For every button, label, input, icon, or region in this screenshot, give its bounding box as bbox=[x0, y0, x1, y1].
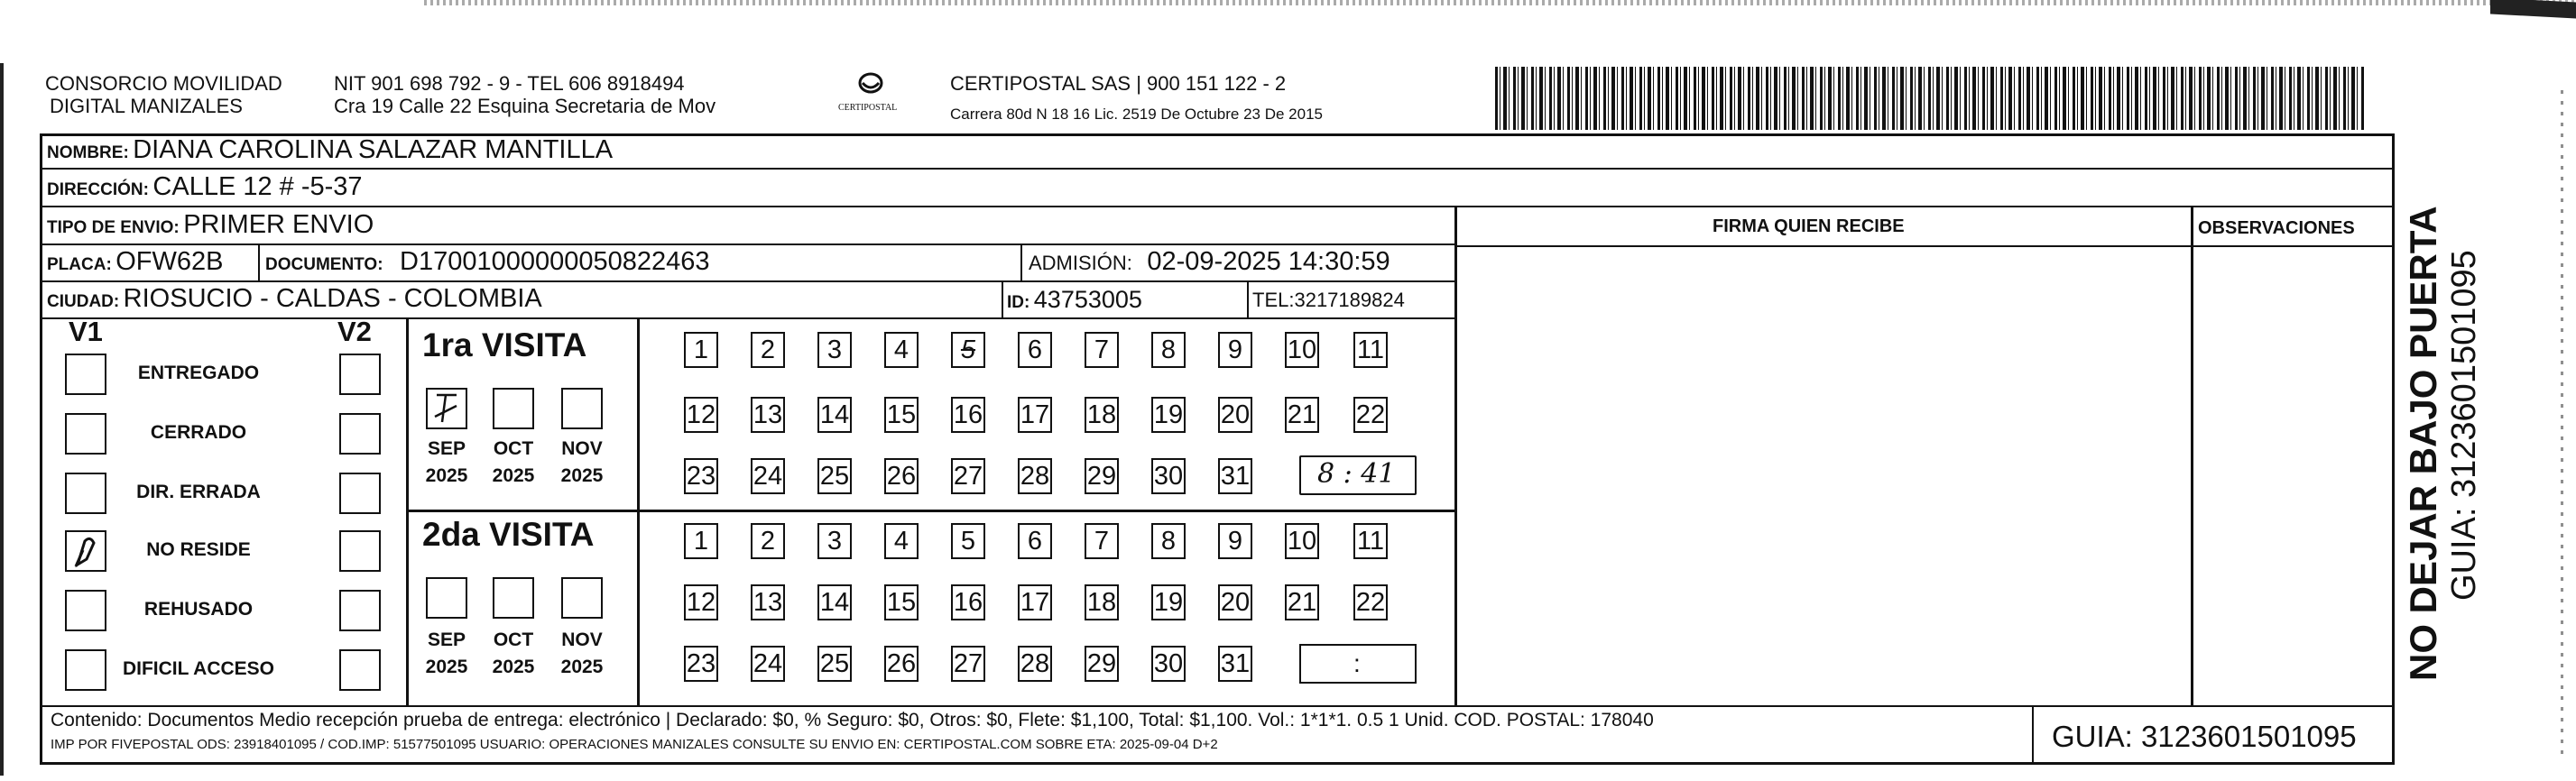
id-field bbox=[1007, 286, 1142, 314]
day-checkbox[interactable]: 7 bbox=[1085, 332, 1119, 368]
day-checkbox[interactable]: 8 bbox=[1151, 523, 1186, 559]
row-line bbox=[40, 705, 2395, 707]
top-scan-edge bbox=[424, 0, 2576, 5]
footer-guia: GUIA: 3123601501095 bbox=[2052, 720, 2357, 753]
v1-label: V1 bbox=[69, 316, 103, 347]
day-checkbox[interactable]: 18 bbox=[1085, 397, 1119, 433]
day-checkbox[interactable]: 8 bbox=[1151, 332, 1186, 368]
row-line bbox=[40, 317, 1456, 319]
day-checkbox[interactable]: 10 bbox=[1285, 523, 1319, 559]
status-label: CERRADO bbox=[150, 422, 247, 443]
admision-label: ADMISIÓN: bbox=[1029, 252, 1132, 274]
month-label: NOV bbox=[561, 438, 603, 459]
certipostal-logo bbox=[835, 70, 907, 124]
day-checkbox[interactable]: 26 bbox=[884, 458, 919, 494]
month-label: NOV bbox=[561, 629, 603, 650]
day-checkbox[interactable]: 7 bbox=[1085, 523, 1119, 559]
day-checkbox[interactable]: 20 bbox=[1218, 397, 1252, 433]
v2-checkbox[interactable] bbox=[339, 413, 381, 455]
barcode bbox=[1495, 67, 2366, 130]
placa-value: OFW62B bbox=[115, 247, 224, 276]
status-label: ENTREGADO bbox=[137, 363, 260, 383]
carrier-name: CERTIPOSTAL SAS | 900 151 122 - 2 bbox=[950, 72, 1287, 95]
month-checkbox[interactable] bbox=[426, 388, 467, 429]
month-checkbox[interactable] bbox=[561, 577, 603, 619]
ciudad-field bbox=[47, 284, 542, 314]
day-checkbox[interactable]: 26 bbox=[884, 646, 919, 682]
day-checkbox[interactable]: 25 bbox=[817, 646, 852, 682]
day-checkbox[interactable]: 29 bbox=[1085, 646, 1119, 682]
documento-label: DOCUMENTO: bbox=[265, 255, 383, 274]
day-checkbox[interactable]: 1 bbox=[684, 332, 718, 368]
year-label: 2025 bbox=[492, 657, 535, 677]
nombre-field bbox=[47, 135, 613, 165]
day-checkbox[interactable]: 30 bbox=[1151, 458, 1186, 494]
v2-checkbox[interactable] bbox=[339, 530, 381, 572]
sender-name-line-1: CONSORCIO MOVILIDAD bbox=[45, 72, 282, 95]
month-checkbox[interactable] bbox=[561, 388, 603, 429]
row-line bbox=[40, 280, 1456, 282]
col-line bbox=[1002, 282, 1003, 318]
carrier-address: Carrera 80d N 18 16 Lic. 2519 De Octubre 23 De 2015 bbox=[950, 106, 1323, 123]
day-checkbox[interactable]: 23 bbox=[684, 646, 718, 682]
visit-separator bbox=[406, 510, 1456, 512]
day-checkbox[interactable]: 14 bbox=[817, 584, 852, 620]
second-visit-time-box[interactable] bbox=[1299, 644, 1417, 684]
day-checkbox[interactable]: 6 bbox=[1018, 332, 1052, 368]
direccion-label: DIRECCIÓN: bbox=[47, 180, 149, 199]
day-checkbox[interactable]: 24 bbox=[751, 646, 785, 682]
day-checkbox[interactable]: 28 bbox=[1018, 646, 1052, 682]
day-checkbox[interactable]: 13 bbox=[751, 397, 785, 433]
month-checkbox[interactable] bbox=[493, 577, 534, 619]
v2-checkbox[interactable] bbox=[339, 590, 381, 631]
day-checkbox[interactable]: 13 bbox=[751, 584, 785, 620]
sender-nit: NIT 901 698 792 - 9 - TEL 606 8918494 bbox=[334, 72, 685, 95]
first-visit-time: 8 : 41 bbox=[1317, 458, 1396, 490]
day-checkbox[interactable]: 19 bbox=[1151, 397, 1186, 433]
admision-field bbox=[1029, 247, 1390, 277]
year-label: 2025 bbox=[560, 465, 604, 486]
tipo-envio-field bbox=[47, 210, 374, 240]
handwritten-mark-icon bbox=[428, 390, 466, 427]
nombre-label: NOMBRE: bbox=[47, 143, 129, 162]
v2-checkbox[interactable] bbox=[339, 473, 381, 514]
year-label: 2025 bbox=[425, 657, 468, 677]
placa-label: PLACA: bbox=[47, 255, 112, 274]
documento-value: D17001000000050822463 bbox=[400, 247, 710, 276]
documento-field bbox=[265, 247, 710, 277]
admision-value: 02-09-2025 14:30:59 bbox=[1147, 247, 1390, 276]
status-label: DIR. ERRADA bbox=[136, 482, 261, 502]
sender-name-line-2: DIGITAL MANIZALES bbox=[50, 95, 243, 117]
day-checkbox[interactable]: 9 bbox=[1218, 332, 1252, 368]
day-checkbox[interactable]: 3 bbox=[817, 332, 852, 368]
day-checkbox[interactable]: 4 bbox=[884, 523, 919, 559]
day-checkbox[interactable]: 29 bbox=[1085, 458, 1119, 494]
day-checkbox[interactable]: 1 bbox=[684, 523, 718, 559]
tipo-envio-label: TIPO DE ENVIO: bbox=[47, 218, 180, 237]
nombre-value: DIANA CAROLINA SALAZAR MANTILLA bbox=[133, 135, 614, 164]
day-checkbox[interactable]: 22 bbox=[1353, 584, 1388, 620]
col-line bbox=[1247, 282, 1249, 318]
day-checkbox[interactable]: 17 bbox=[1018, 584, 1052, 620]
direccion-field bbox=[47, 172, 363, 202]
right-scan-edge bbox=[2490, 0, 2576, 18]
year-label: 2025 bbox=[425, 465, 468, 486]
day-checkbox[interactable]: 15 bbox=[884, 584, 919, 620]
col-line bbox=[1020, 245, 1022, 281]
row-line bbox=[40, 206, 2395, 207]
logo-text: CERTIPOSTAL bbox=[838, 103, 898, 113]
day-checkbox[interactable]: 5 bbox=[951, 523, 985, 559]
day-checkbox[interactable]: 4 bbox=[884, 332, 919, 368]
month-label: OCT bbox=[493, 438, 534, 459]
no-dejar-bajo-puerta: NO DEJAR BAJO PUERTA bbox=[2402, 206, 2444, 681]
day-checkbox[interactable]: 12 bbox=[684, 584, 718, 620]
day-checkbox[interactable]: 2 bbox=[751, 523, 785, 559]
day-checkbox[interactable]: 12 bbox=[684, 397, 718, 433]
month-checkbox[interactable] bbox=[426, 577, 467, 619]
footer-contenido: Contenido: Documentos Medio recepción prueba de entrega: electrónico | Declarado: $0, % Seguro: $0, Otros: $0, Flete: $1,100, Total: $1,100. Vol.: 1*1*1. 0.5 1 Unid. COD. POSTAL: 178040 bbox=[51, 710, 1654, 730]
day-checkbox[interactable]: 9 bbox=[1218, 523, 1252, 559]
row-line bbox=[40, 168, 2395, 170]
day-checkbox[interactable]: 27 bbox=[951, 458, 985, 494]
ciudad-label: CIUDAD: bbox=[47, 292, 120, 311]
certipostal-logo-icon bbox=[835, 70, 907, 106]
day-checkbox[interactable]: 17 bbox=[1018, 397, 1052, 433]
row-line bbox=[1456, 245, 2395, 247]
side-guia: GUIA: 3123601501095 bbox=[2445, 250, 2483, 601]
month-label: SEP bbox=[427, 438, 466, 459]
year-label: 2025 bbox=[560, 657, 604, 677]
day-checkbox[interactable]: 23 bbox=[684, 458, 718, 494]
id-label: ID: bbox=[1007, 293, 1030, 312]
day-checkbox[interactable]: 22 bbox=[1353, 397, 1388, 433]
status-label: DIFICIL ACCESO bbox=[122, 658, 274, 679]
direccion-value: CALLE 12 # -5-37 bbox=[152, 172, 363, 201]
status-label: NO RESIDE bbox=[146, 539, 251, 560]
day-checkbox[interactable]: 31 bbox=[1218, 458, 1252, 494]
day-checkbox[interactable]: 6 bbox=[1018, 523, 1052, 559]
year-label: 2025 bbox=[492, 465, 535, 486]
second-visit-title: 2da VISITA bbox=[422, 516, 595, 553]
tel-field bbox=[1252, 289, 1405, 312]
id-value: 43753005 bbox=[1033, 286, 1142, 313]
day-checkbox[interactable]: 30 bbox=[1151, 646, 1186, 682]
first-visit-time-box[interactable] bbox=[1299, 455, 1417, 495]
day-checkbox[interactable]: 25 bbox=[817, 458, 852, 494]
day-checkbox[interactable]: 19 bbox=[1151, 584, 1186, 620]
v2-checkbox[interactable] bbox=[339, 649, 381, 691]
tel-value: 3217189824 bbox=[1294, 289, 1405, 311]
tel-label: TEL: bbox=[1252, 289, 1295, 311]
month-label: SEP bbox=[427, 629, 466, 650]
day-checkbox[interactable]: 15 bbox=[884, 397, 919, 433]
month-checkbox[interactable] bbox=[493, 388, 534, 429]
first-visit-title: 1ra VISITA bbox=[422, 326, 587, 363]
right-scan-dots bbox=[2561, 90, 2563, 758]
ciudad-value: RIOSUCIO - CALDAS - COLOMBIA bbox=[123, 284, 542, 313]
status-label: REHUSADO bbox=[143, 599, 254, 620]
day-checkbox[interactable]: 21 bbox=[1285, 397, 1319, 433]
day-checkbox[interactable]: 18 bbox=[1085, 584, 1119, 620]
col-line bbox=[258, 245, 260, 281]
observaciones-label: OBSERVACIONES bbox=[2198, 218, 2355, 238]
day-checkbox[interactable]: 20 bbox=[1218, 584, 1252, 620]
day-checkbox[interactable]: 28 bbox=[1018, 458, 1052, 494]
v2-label: V2 bbox=[337, 316, 372, 347]
day-checkbox[interactable]: 10 bbox=[1285, 332, 1319, 368]
day-checkbox[interactable]: 2 bbox=[751, 332, 785, 368]
day-checkbox[interactable]: 31 bbox=[1218, 646, 1252, 682]
obs-column-line bbox=[2191, 206, 2193, 707]
v2-checkbox[interactable] bbox=[339, 354, 381, 395]
placa-field bbox=[47, 247, 223, 277]
tipo-envio-value: PRIMER ENVIO bbox=[183, 210, 374, 239]
day-checkbox[interactable]: 24 bbox=[751, 458, 785, 494]
day-checkbox[interactable]: 11 bbox=[1353, 523, 1388, 559]
day-checkbox[interactable]: 21 bbox=[1285, 584, 1319, 620]
sender-address: Cra 19 Calle 22 Esquina Secretaria de Mov bbox=[334, 95, 716, 117]
row-line bbox=[40, 243, 1456, 245]
day-checkbox[interactable]: 16 bbox=[951, 397, 985, 433]
footer-imp: IMP POR FIVEPOSTAL ODS: 23918401095 / COD.IMP: 51577501095 USUARIO: OPERACIONES MANIZALES CONSULTE SU ENVIO EN: CERTIPOSTAL.COM SOBRE ETA: 2025-09-04 D+2 bbox=[51, 737, 1218, 752]
day-checkbox[interactable]: 16 bbox=[951, 584, 985, 620]
second-visit-time: : bbox=[1353, 649, 1361, 677]
day-checkbox[interactable]: 3 bbox=[817, 523, 852, 559]
footer-guia-divider bbox=[2032, 707, 2034, 765]
day-checkbox[interactable]: 27 bbox=[951, 646, 985, 682]
day-checkbox[interactable]: 14 bbox=[817, 397, 852, 433]
month-label: OCT bbox=[493, 629, 534, 650]
day-checkbox[interactable]: 11 bbox=[1353, 332, 1388, 368]
day-checkbox[interactable]: 5 bbox=[951, 332, 985, 368]
firma-label: FIRMA QUIEN RECIBE bbox=[1713, 216, 1905, 236]
